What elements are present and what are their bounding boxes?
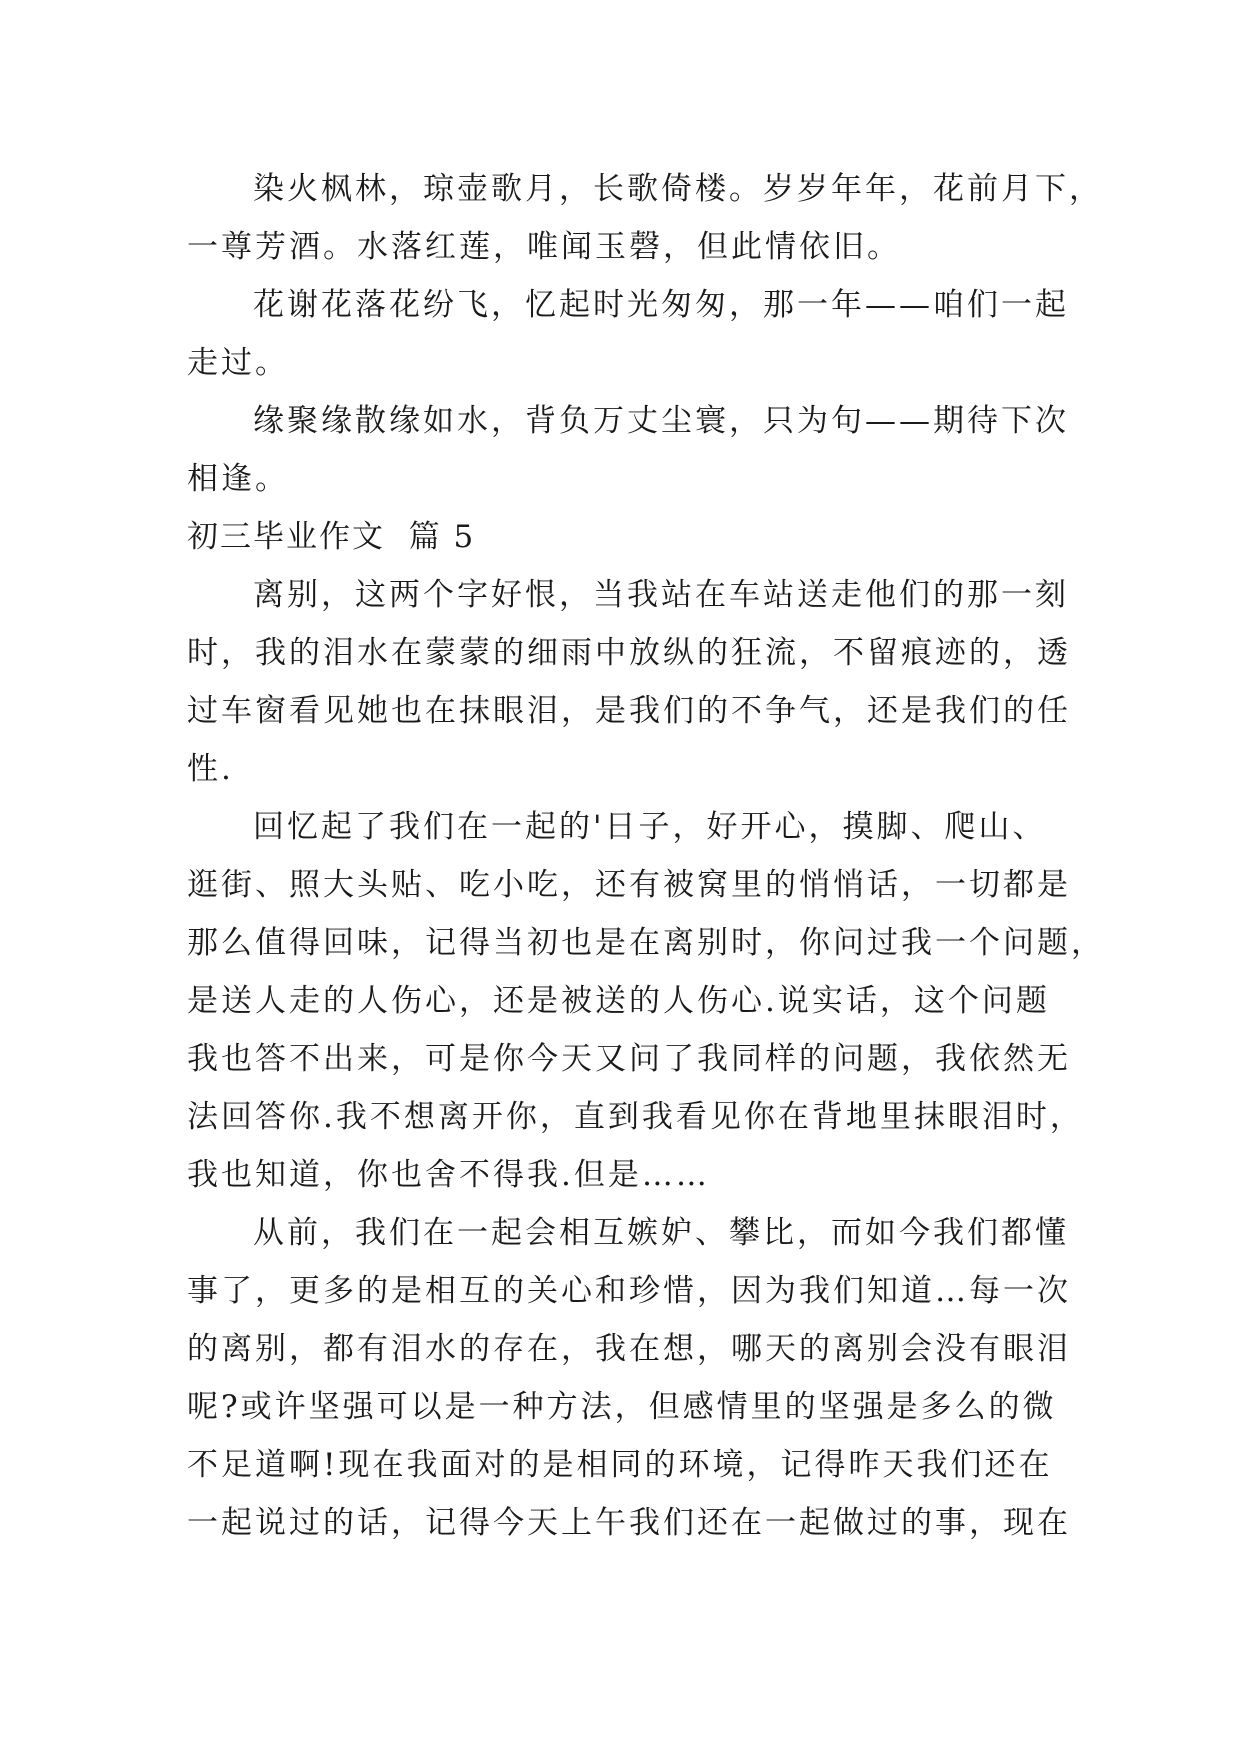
document-body [187,160,1105,1552]
paragraph-line: 我也知道，你也舍不得我.但是…… [187,1157,710,1193]
paragraph-line: 是送人走的人伤心，还是被送的人伤心.说实话，这个问题 [187,983,1050,1019]
paragraph-2 [187,276,1067,392]
paragraph-line: 一尊芳酒。水落红莲，唯闻玉磬，但此情依旧。 [187,229,901,265]
paragraph-line: 缘聚缘散缘如水，背负万丈尘寰，只为句——期待下次 [253,403,1069,439]
paragraph-line: 花谢花落花纷飞，忆起时光匆匆，那一年——咱们一起 [253,287,1069,323]
paragraph-line: 从前，我们在一起会相互嫉妒、攀比，而如今我们都懂 [253,1215,1069,1251]
paragraph-line: 事了，更多的是相互的关心和珍惜，因为我们知道…每一次 [187,1273,1071,1309]
paragraph-line: 我也答不出来，可是你今天又问了我同样的问题，我依然无 [187,1041,1071,1077]
paragraph-line: 一起说过的话，记得今天上午我们还在一起做过的事，现在 [187,1505,1071,1541]
section-paragraph-2 [187,798,1105,1204]
paragraph-line: 时，我的泪水在蒙蒙的细雨中放纵的狂流，不留痕迹的，透 [187,635,1071,671]
paragraph-line: 呢?或许坚强可以是一种方法，但感情里的坚强是多么的微 [187,1389,1057,1425]
paragraph-line: 回忆起了我们在一起的'日子，好开心，摸脚、爬山、 [253,809,1047,845]
paragraph-line: 走过。 [187,345,289,381]
paragraph-line: 那么值得回味，记得当初也是在离别时，你问过我一个问题， [187,925,1105,961]
paragraph-1 [187,160,1103,276]
paragraph-line: 不足道啊!现在我面对的是相同的环境，记得昨天我们还在 [187,1447,1053,1483]
paragraph-3 [187,392,1067,508]
paragraph-line: 离别，这两个字好恨，当我站在车站送走他们的那一刻 [253,577,1069,613]
section-paragraph-3 [187,1204,1071,1552]
paragraph-line: 法回答你.我不想离开你，直到我看见你在背地里抹眼泪时， [187,1099,1084,1135]
paragraph-line: 染火枫林，琼壶歌月，长歌倚楼。岁岁年年，花前月下， [253,171,1103,207]
paragraph-line: 性. [187,751,234,787]
paragraph-line: 过车窗看见她也在抹眼泪，是我们的不争气，还是我们的任 [187,693,1071,729]
paragraph-line: 相逢。 [187,461,289,497]
paragraph-line: 逛街、照大头贴、吃小吃，还有被窝里的悄悄话，一切都是 [187,867,1071,903]
section-paragraph-1 [187,566,1071,798]
paragraph-line: 的离别，都有泪水的存在，我在想，哪天的离别会没有眼泪 [187,1331,1071,1367]
section-heading: 初三毕业作文 篇 5 [187,519,476,555]
